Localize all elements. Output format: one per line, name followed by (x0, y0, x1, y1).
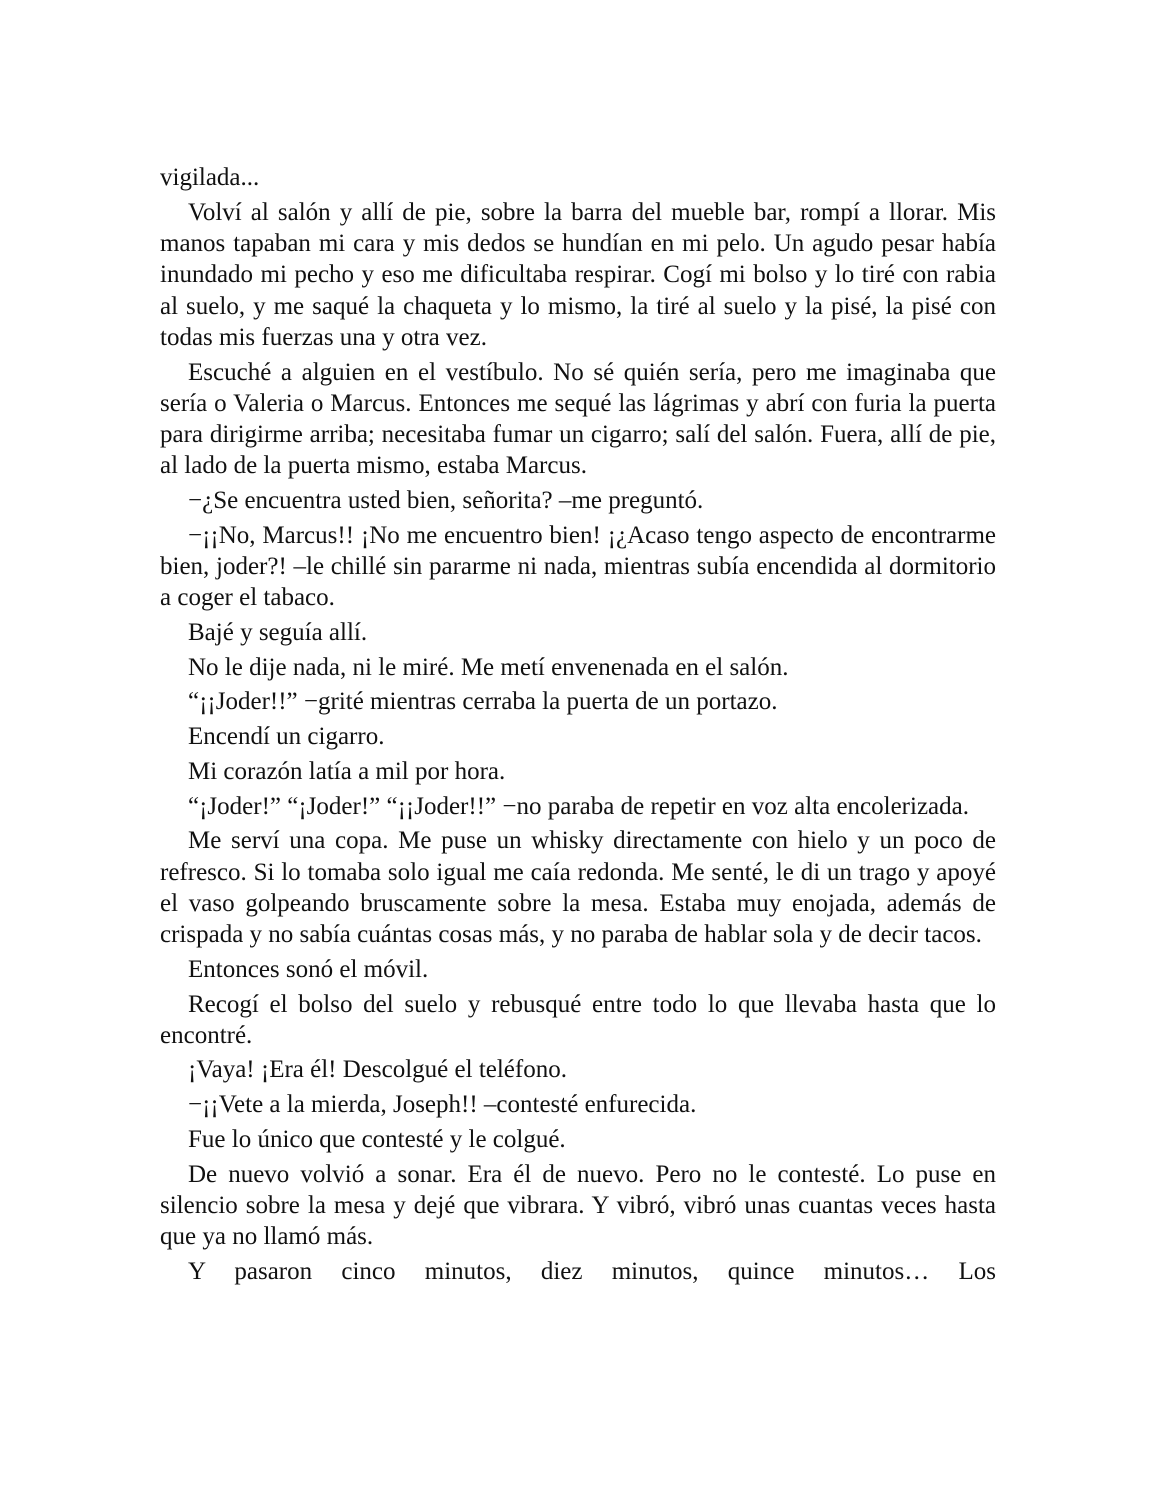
paragraph: Escuché a alguien en el vestíbulo. No sé quién sería, pero me imaginaba que sería o Valeria o Marcus. Entonces me sequé las lágrimas y abrí con furia la puerta para dirigirme arriba; necesitaba fumar un cigarro; salí del salón. Fuera, allí de pie, al lado de la puerta mismo, estaba Marcus. (160, 358, 996, 480)
paragraph: vigilada... (160, 164, 260, 191)
paragraph: Bajé y seguía allí. (188, 619, 368, 647)
paragraph: −¡¡No, Marcus!! ¡No me encuentro bien! ¡¿Acaso tengo aspecto de encontrarme bien, joder?! –le chillé sin pararme ni nada, mientras subía encendida al dormitorio a coger el tabaco. (160, 521, 996, 612)
paragraph: Volví al salón y allí de pie, sobre la barra del mueble bar, rompí a llorar. Mis manos tapaban mi cara y mis dedos se hundían en mi pelo. Un agudo pesar había inundado mi pecho y eso me dificultaba respirar. Cogí mi bolso y lo tiré con rabia al suelo, y me saqué la chaqueta y lo mismo, la tiré al suelo y la pisé, la pisé con todas mis fuerzas una y otra vez. (160, 198, 996, 351)
paragraph: Recogí el bolso del suelo y rebusqué entre todo lo que llevaba hasta que lo encontré. (160, 990, 996, 1049)
paragraph: Encendí un cigarro. (188, 723, 385, 751)
paragraph: −¿Se encuentra usted bien, señorita? –me preguntó. (188, 487, 704, 515)
paragraph: Fue lo único que contesté y le colgué. (188, 1125, 566, 1153)
paragraph: “¡Joder!” “¡Joder!” “¡¡Joder!!” −no paraba de repetir en voz alta encolerizada. (188, 792, 969, 820)
paragraph: ¡Vaya! ¡Era él! Descolgué el teléfono. (188, 1056, 567, 1084)
paragraph: No le dije nada, ni le miré. Me metí envenenada en el salón. (188, 653, 789, 681)
paragraph: “¡¡Joder!!” −grité mientras cerraba la puerta de un portazo. (188, 688, 778, 716)
paragraph: Y pasaron cinco minutos, diez minutos, quince minutos… Los (188, 1257, 996, 1285)
paragraph: −¡¡Vete a la mierda, Joseph!! –contesté enfurecida. (188, 1091, 697, 1119)
body-text (160, 162, 996, 1291)
paragraph: De nuevo volvió a sonar. Era él de nuevo. Pero no le contesté. Lo puse en silencio sobre la mesa y dejé que vibrara. Y vibró, vibró unas cuantas veces hasta que ya no llamó más. (160, 1160, 996, 1251)
paragraph: Me serví una copa. Me puse un whisky directamente con hielo y un poco de refresco. Si lo tomaba solo igual me caía redonda. Me senté, le di un trago y apoyé el vaso golpeando bruscamente sobre la mesa. Estaba muy enojada, además de crispada y no sabía cuántas cosas más, y no paraba de hablar sola y de decir tacos. (160, 827, 996, 949)
paragraph: Entonces sonó el móvil. (188, 955, 429, 983)
paragraph: Mi corazón latía a mil por hora. (188, 757, 506, 785)
